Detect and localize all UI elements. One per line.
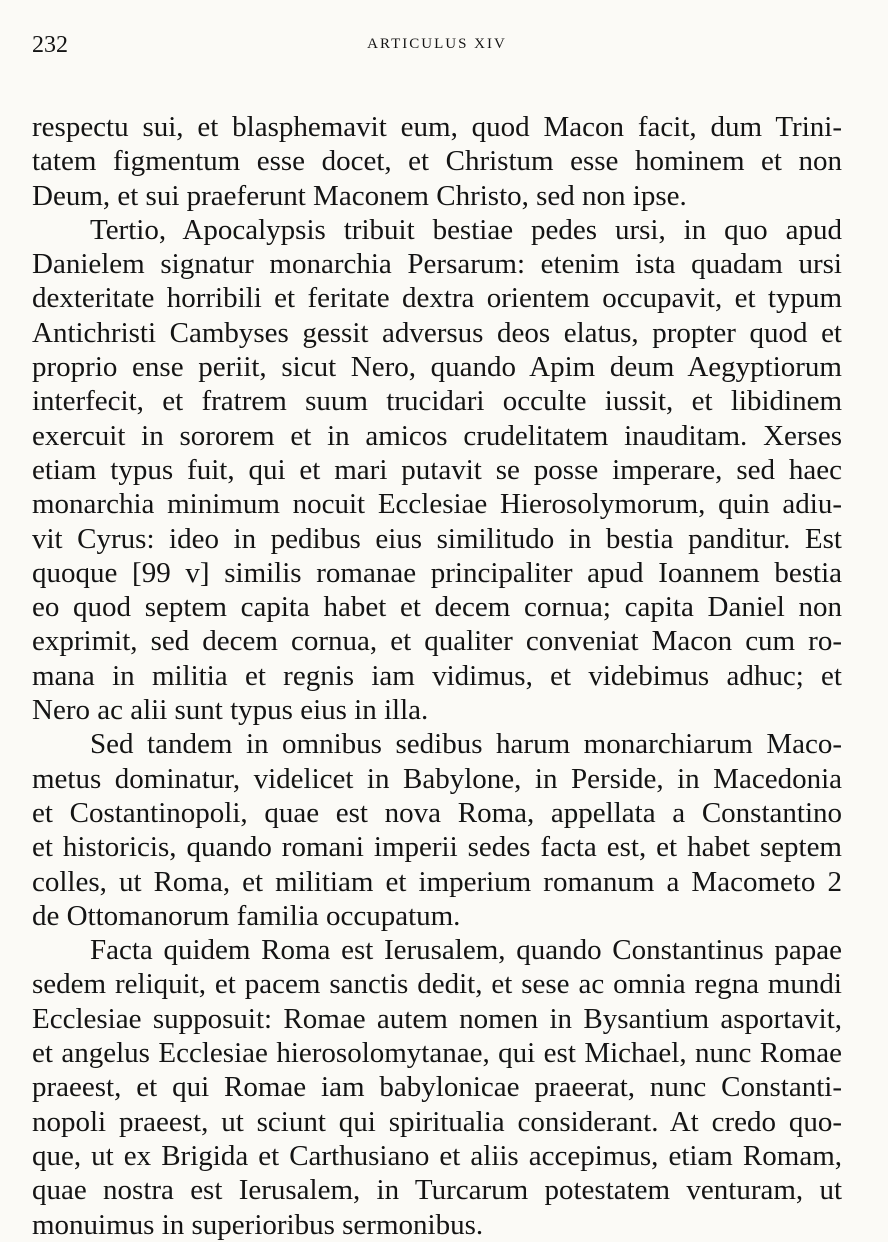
text-line: proprio ense periit, sicut Nero, quando Apim deum Aegyptiorum xyxy=(32,351,842,384)
text-line: que, ut ex Brigida et Carthusiano et aliis accepimus, etiam Romam, xyxy=(32,1139,842,1172)
text-line: etiam typus fuit, qui et mari putavit se posse imperare, sed haec xyxy=(32,453,842,486)
paragraph-2 xyxy=(32,213,842,727)
text-line: et angelus Ecclesiae hierosolomytanae, qui est Michael, nunc Romae xyxy=(32,1037,842,1070)
text-line: et Costantinopoli, quae est nova Roma, appellata a Constantino xyxy=(32,796,842,829)
text-line: Nero ac alii sunt typus eius in illa. xyxy=(32,694,429,727)
text-line: Ecclesiae supposuit: Romae autem nomen in Bysantium asportavit, xyxy=(32,1002,842,1035)
text-line: quae nostra est Ierusalem, in Turcarum potestatem venturam, ut xyxy=(32,1174,842,1207)
text-line: exercuit in sororem et in amicos crudelitatem inauditam. Xerses xyxy=(32,419,842,452)
text-line: Antichristi Cambyses gessit adversus deos elatus, propter quod et xyxy=(32,316,842,349)
text-line: Deum, et sui praeferunt Maconem Christo, sed non ipse. xyxy=(32,179,687,212)
text-line: dexteritate horribili et feritate dextra orientem occupavit, et typum xyxy=(32,282,842,315)
text-line: metus dominatur, videlicet in Babylone, in Perside, in Macedonia xyxy=(32,762,842,795)
text-line: Tertio, Apocalypsis tribuit bestiae pedes ursi, in quo apud xyxy=(90,213,842,246)
text-line: monarchia minimum nocuit Ecclesiae Hierosolymorum, quin adiu- xyxy=(32,488,842,521)
text-line: sedem reliquit, et pacem sanctis dedit, et sese ac omnia regna mundi xyxy=(32,968,842,1001)
text-line: Danielem signatur monarchia Persarum: etenim ista quadam ursi xyxy=(32,248,842,281)
text-line: Facta quidem Roma est Ierusalem, quando Constantinus papae xyxy=(90,934,842,967)
text-line: monuimus in superioribus sermonibus. xyxy=(32,1208,484,1241)
text-line: Sed tandem in omnibus sedibus harum monarchiarum Maco- xyxy=(90,728,842,761)
book-page xyxy=(32,20,842,1242)
text-line: vit Cyrus: ideo in pedibus eius similitudo in bestia panditur. Est xyxy=(32,522,842,555)
text-line: tatem figmentum esse docet, et Christum esse hominem et non xyxy=(32,145,842,178)
section-title: ARTICULUS XIV xyxy=(367,36,507,52)
text-line: colles, ut Roma, et militiam et imperium romanum a Macometo 2 xyxy=(32,865,842,898)
text-line: interfecit, et fratrem suum trucidari occulte iussit, et libidinem xyxy=(32,385,842,418)
text-line: eo quod septem capita habet et decem cornua; capita Daniel non xyxy=(32,591,842,624)
paragraph-4 xyxy=(32,933,842,1242)
text-line: et historicis, quando romani imperii sedes facta est, et habet septem xyxy=(32,831,842,864)
text-line: praeest, et qui Romae iam babylonicae praeerat, nunc Constanti- xyxy=(32,1071,842,1104)
body-text xyxy=(32,110,842,1242)
text-line: exprimit, sed decem cornua, et qualiter conveniat Macon cum ro- xyxy=(32,625,842,658)
paragraph-1 xyxy=(32,110,842,213)
text-line: de Ottomanorum familia occupatum. xyxy=(32,899,461,932)
text-line: respectu sui, et blasphemavit eum, quod Macon facit, dum Trini- xyxy=(32,111,842,143)
page-number: 232 xyxy=(32,32,68,58)
text-line: quoque [99 v] similis romanae principaliter apud Ioannem bestia xyxy=(32,556,842,589)
text-line: nopoli praeest, ut sciunt qui spiritualia considerant. At credo quo- xyxy=(32,1105,842,1138)
text-line: mana in militia et regnis iam vidimus, et videbimus adhuc; et xyxy=(32,659,842,692)
paragraph-3 xyxy=(32,727,842,933)
running-head xyxy=(32,20,842,60)
